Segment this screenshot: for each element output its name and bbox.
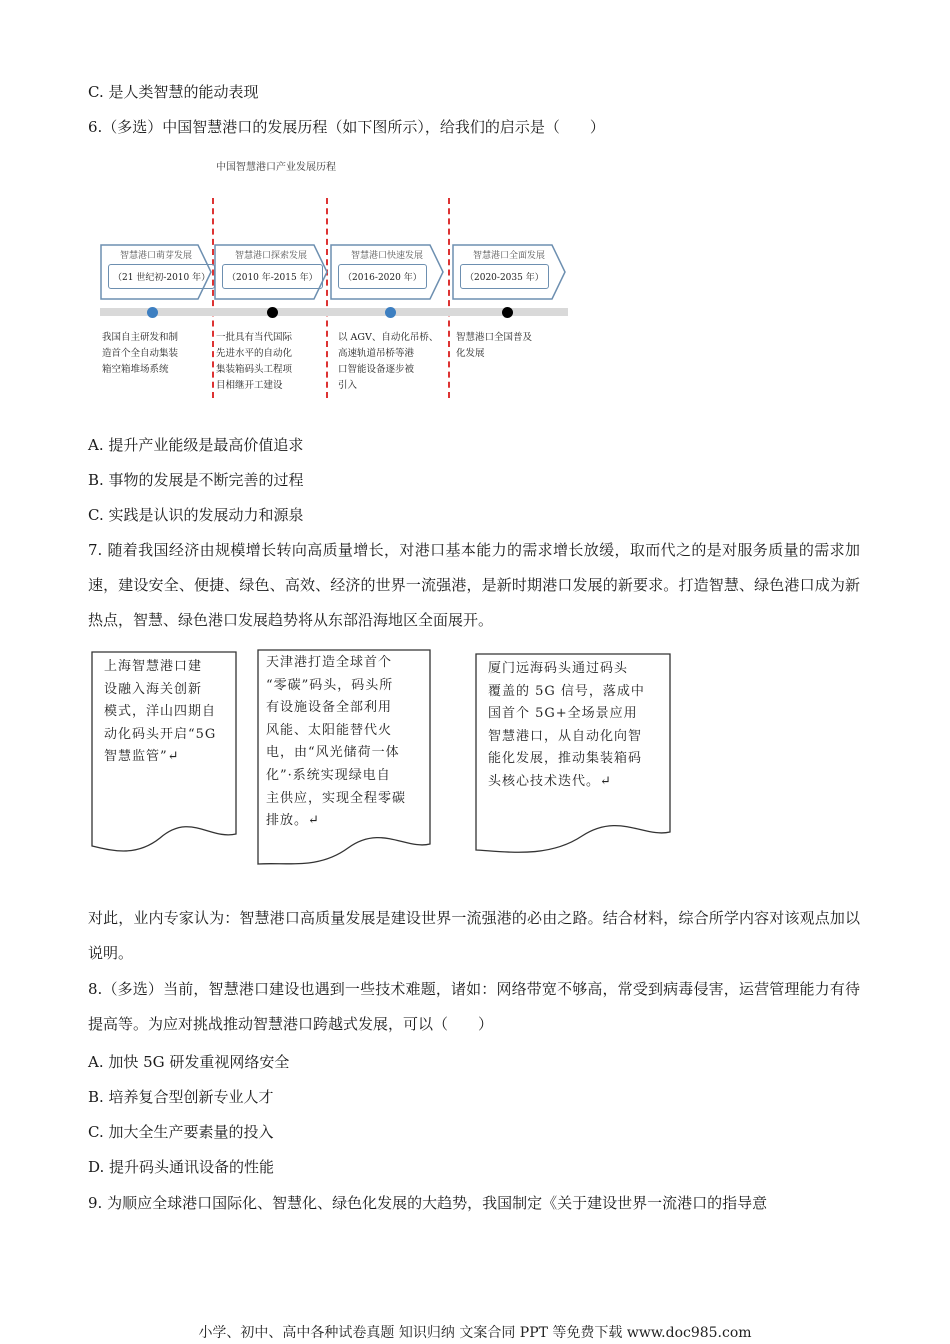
stage-arrow-1 — [100, 244, 212, 300]
stage-label: 智慧港口萌芽发展 — [119, 251, 192, 261]
stage-arrow-3 — [330, 244, 444, 300]
stage-range: （2020-2035 年） — [460, 264, 549, 289]
card-text — [488, 658, 645, 794]
desc-line: 智慧港口全国普及 — [456, 332, 533, 343]
desc-line: 集装箱码头工程项 — [216, 364, 293, 375]
timeline-axis — [100, 308, 568, 316]
card-line: 上海智慧港口建 — [104, 659, 203, 674]
desc-line: 口智能设备逐步被 — [338, 364, 415, 375]
stage-arrow-4 — [452, 244, 566, 300]
q8-stem: 8.（多选）当前，智慧港口建设也遇到一些技术难题，诸如：网络带宽不够高，常受到病毒侵害，运营管理能力有待提高等。为应对挑战推动智慧港口跨越式发展，可以（ ） — [88, 980, 860, 1033]
stage-description-4 — [456, 330, 532, 362]
stage-description-1 — [102, 330, 178, 378]
q6-option-b: B. 事物的发展是不断完善的过程 — [88, 471, 304, 489]
card-text — [104, 656, 216, 769]
stage-range: （2010 年-2015 年） — [222, 264, 323, 289]
desc-line: 引入 — [338, 380, 358, 391]
card-line: 天津港打造全球首个 — [266, 655, 393, 670]
desc-line: 化发展 — [456, 348, 485, 359]
q7-stem: 7. 随着我国经济由规模增长转向高质量增长，对港口基本能力的需求增长放缓，取而代之的是对服务质量的需求加速，建设安全、便捷、绿色、高效、经济的世界一流强港，是新时期港口发展的新要求。打造智慧、绿色港口成为新热点，智慧、绿色港口发展趋势将从东部沿海地区全面展开。 — [88, 541, 860, 629]
material-card-tianjin — [256, 648, 432, 880]
card-line: 有设施设备全部利用 — [266, 700, 393, 716]
card-line: 排放。↵ — [266, 813, 320, 829]
desc-line: 箱空箱堆场系统 — [102, 364, 169, 375]
timeline-figure — [96, 150, 572, 400]
card-text — [266, 652, 406, 833]
card-line: 头核心技术迭代。↵ — [488, 773, 612, 789]
q9-stem: 9. 为顺应全球港口国际化、智慧化、绿色化发展的大趋势，我国制定《关于建设世界一流港口的指导意 — [88, 1194, 768, 1212]
card-line: 智慧港口，从自动化向智 — [488, 728, 643, 744]
card-line: 动化码头开启“5G — [104, 726, 217, 742]
stage-description-3 — [338, 330, 438, 394]
card-line: 能化发展，推动集装箱码 — [488, 751, 643, 767]
card-line: 电，由“风光储荷一体 — [266, 745, 400, 761]
card-line: 覆盖的 5G 信号，落成中 — [488, 683, 645, 699]
timeline-dot — [267, 307, 278, 318]
q8-option-c: C. 加大全生产要素量的投入 — [88, 1123, 274, 1141]
q8-option-a: A. 加快 5G 研发重视网络安全 — [88, 1053, 290, 1071]
timeline-dot — [147, 307, 158, 318]
desc-line: 我国自主研发和制 — [102, 332, 179, 343]
desc-line: 高速轨道吊桥等港 — [338, 348, 415, 359]
desc-line: 目相继开工建设 — [216, 380, 283, 391]
card-line: 化”·系统实现绿电自 — [266, 767, 391, 783]
stage-label: 智慧港口全面发展 — [472, 251, 545, 261]
desc-line: 以 AGV、自动化吊桥、 — [338, 332, 439, 343]
timeline-divider — [448, 198, 450, 398]
stage-label: 智慧港口快速发展 — [350, 251, 423, 261]
page-footer: 小学、初中、高中各种试卷真题 知识归纳 文案合同 PPT 等免费下载 www.doc985.com — [198, 1325, 752, 1341]
stage-description-2 — [216, 330, 292, 394]
q7-question: 对此，业内专家认为：智慧港口高质量发展是建设世界一流强港的必由之路。结合材料，综合所学内容对该观点加以说明。 — [88, 909, 860, 962]
timeline-dot — [502, 307, 513, 318]
q5-option-c: C. 是人类智慧的能动表现 — [88, 83, 259, 101]
stage-range: （21 世纪初-2010 年） — [108, 264, 215, 289]
stage-range: （2016-2020 年） — [338, 264, 427, 289]
timeline-dot — [385, 307, 396, 318]
card-line: 国首个 5G+全场景应用 — [488, 706, 638, 722]
timeline-title: 中国智慧港口产业发展历程 — [216, 162, 336, 173]
q6-stem: 6.（多选）中国智慧港口的发展历程（如下图所示），给我们的启示是（ ） — [88, 118, 605, 136]
card-line: 智慧监管”↵ — [104, 749, 180, 765]
card-line: 模式，洋山四期自 — [104, 704, 217, 720]
card-line: 风能、太阳能替代火 — [266, 722, 393, 738]
q8-option-b: B. 培养复合型创新专业人才 — [88, 1088, 274, 1106]
q8-option-d: D. 提升码头通讯设备的性能 — [88, 1158, 275, 1176]
stage-arrow-2 — [214, 244, 328, 300]
desc-line: 造首个全自动集装 — [102, 348, 179, 359]
card-line: 厦门远海码头通过码头 — [488, 661, 629, 676]
card-line: 主供应，实现全程零碳 — [266, 790, 407, 806]
stage-label: 智慧港口探索发展 — [234, 251, 307, 261]
card-line: “零碳”码头，码头所 — [266, 677, 394, 693]
q6-option-a: A. 提升产业能级是最高价值追求 — [88, 436, 304, 454]
desc-line: 先进水平的自动化 — [216, 348, 293, 359]
q6-option-c: C. 实践是认识的发展动力和源泉 — [88, 506, 304, 524]
material-card-shanghai — [90, 650, 238, 862]
material-card-xiamen — [474, 652, 672, 864]
card-line: 设融入海关创新 — [104, 681, 203, 697]
desc-line: 一批具有当代国际 — [216, 332, 293, 343]
